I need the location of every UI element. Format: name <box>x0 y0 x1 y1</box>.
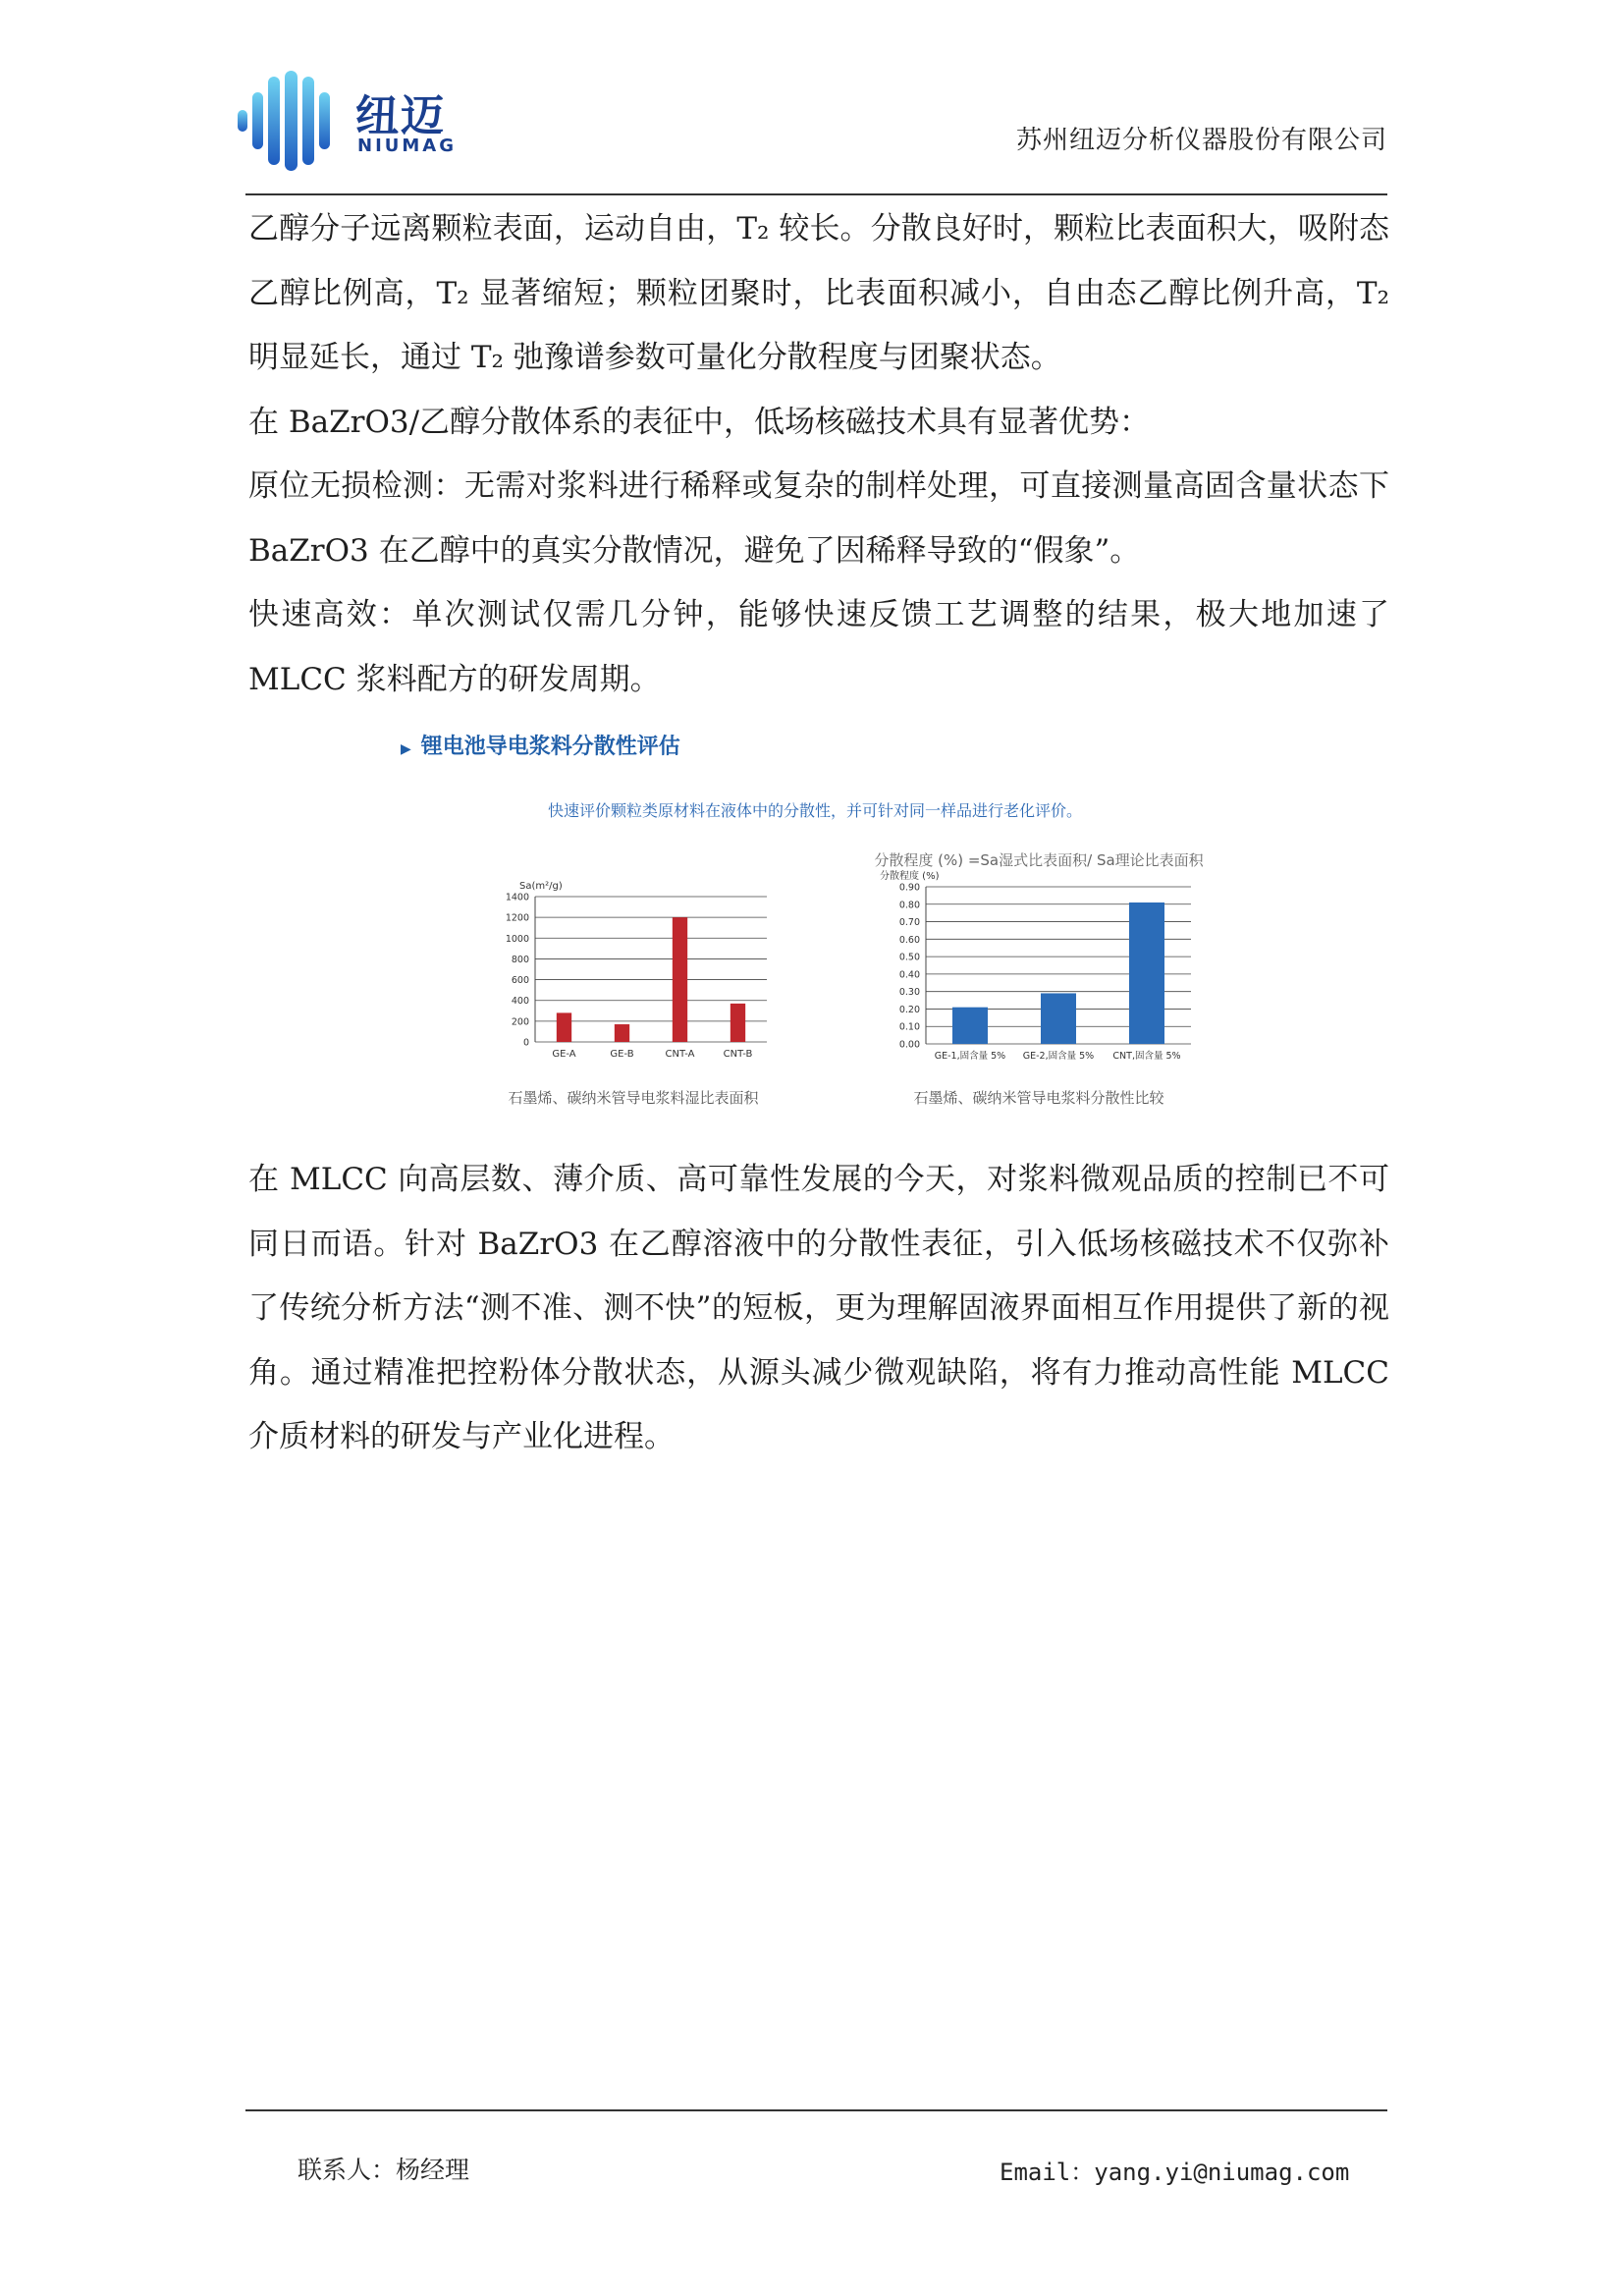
y-tick-label: 0.30 <box>898 987 920 999</box>
page-header <box>245 59 1387 196</box>
y-tick-label: 800 <box>511 954 529 965</box>
right-chart-heading: 分散程度 (%) =Sa湿式比表面积/ Sa理论比表面积 <box>874 851 1204 869</box>
y-tick-label: 200 <box>511 1016 529 1028</box>
bar-chart-right <box>872 869 1206 1105</box>
bar <box>952 1008 988 1044</box>
bar <box>1129 902 1164 1044</box>
footer-divider <box>245 2109 1387 2111</box>
x-tick-label: CNT,固含量 5% <box>1112 1051 1181 1062</box>
body-text-top <box>248 197 1389 712</box>
y-axis-label: Sa(m²/g) <box>519 881 563 892</box>
y-tick-label: 1000 <box>505 933 529 945</box>
bar <box>730 1004 745 1042</box>
x-tick-label: CNT-A <box>665 1049 695 1060</box>
x-tick-label: CNT-B <box>723 1049 753 1060</box>
bar <box>673 917 687 1042</box>
bar <box>1041 993 1076 1044</box>
paragraph: 原位无损检测：无需对浆料进行稀释或复杂的制样处理，可直接测量高固含量状态下 BaZrO3 在乙醇中的真实分散情况，避免了因稀释导致的“假象”。 <box>248 468 1389 569</box>
y-tick-label: 600 <box>511 975 529 987</box>
x-tick-label: GE-1,固含量 5% <box>934 1051 1006 1062</box>
y-tick-label: 0.00 <box>898 1039 920 1051</box>
y-tick-label: 400 <box>511 996 529 1008</box>
body-text-bottom <box>248 1148 1389 1470</box>
y-tick-label: 0.70 <box>898 917 920 929</box>
left-chart-caption: 石墨烯、碳纳米管导电浆料湿比表面积 <box>508 1089 759 1107</box>
header-divider <box>245 193 1387 195</box>
y-tick-label: 0.60 <box>898 934 920 946</box>
y-tick-label: 0.90 <box>898 882 920 894</box>
logo-english-name: NIUMAG <box>357 136 457 156</box>
footer-contact: 联系人：杨经理 <box>298 2156 470 2184</box>
paragraph: 快速高效：单次测试仅需几分钟，能够快速反馈工艺调整的结果，极大地加速了 MLCC 浆料配方的研发周期。 <box>248 597 1389 697</box>
y-tick-label: 0.20 <box>898 1004 920 1015</box>
y-tick-label: 0.80 <box>898 900 920 911</box>
x-tick-label: GE-A <box>552 1049 576 1060</box>
x-tick-label: GE-B <box>610 1049 634 1060</box>
y-tick-label: 0.50 <box>898 952 920 963</box>
company-name: 苏州纽迈分析仪器股份有限公司 <box>1015 126 1387 155</box>
right-chart-caption: 石墨烯、碳纳米管导电浆料分散性比较 <box>913 1089 1164 1107</box>
x-tick-label: GE-2,固含量 5% <box>1022 1051 1095 1062</box>
paragraph: 乙醇分子远离颗粒表面，运动自由，T₂ 较长。分散良好时，颗粒比表面积大，吸附态乙醇比例高，T₂ 显著缩短；颗粒团聚时，比表面积减小，自由态乙醇比例升高，T₂ 明显延长，通过 T₂ 弛豫谱参数可量化分散程度与团聚状态。 <box>248 211 1389 375</box>
figure-title-text: 锂电池导电浆料分散性评估 <box>420 735 680 759</box>
y-tick-label: 0.40 <box>898 969 920 981</box>
chart-dispersion-degree <box>872 849 1206 1105</box>
y-tick-label: 1400 <box>505 892 529 903</box>
paragraph: 在 MLCC 向高层数、薄介质、高可靠性发展的今天，对浆料微观品质的控制已不可同日而语。针对 BaZrO3 在乙醇溶液中的分散性表征，引入低场核磁技术不仅弥补了传统分析方法“测不准、测不快”的短板，更为理解固液界面相互作用提供了新的视角。通过精准把控粉体分散状态，从源头减少微观缺陷，将有力推动高性能 MLCC 介质材料的研发与产业化进程。 <box>248 1162 1389 1454</box>
chart-specific-surface-area <box>476 869 790 1105</box>
figure-dispersion-evaluation <box>393 722 1237 1115</box>
figure-title <box>401 730 680 760</box>
paragraph: 在 BaZrO3/乙醇分散体系的表征中，低场核磁技术具有显著优势： <box>248 404 1151 440</box>
bar-chart-left <box>476 869 790 1105</box>
bar <box>615 1024 629 1042</box>
y-tick-label: 1200 <box>505 912 529 924</box>
y-tick-label: 0.10 <box>898 1021 920 1033</box>
footer-email: Email：yang.yi@niumag.com <box>1000 2159 1350 2186</box>
y-tick-label: 0 <box>522 1037 529 1049</box>
logo-chinese-name: 纽迈 <box>355 91 446 141</box>
bar <box>557 1012 571 1042</box>
figure-subtitle: 快速评价颗粒类原材料在液体中的分散性，并可针对同一样品进行老化评价。 <box>547 801 1082 820</box>
triangle-bullet-icon: ▶ <box>401 741 411 757</box>
y-axis-label: 分散程度 (%) <box>880 871 940 882</box>
